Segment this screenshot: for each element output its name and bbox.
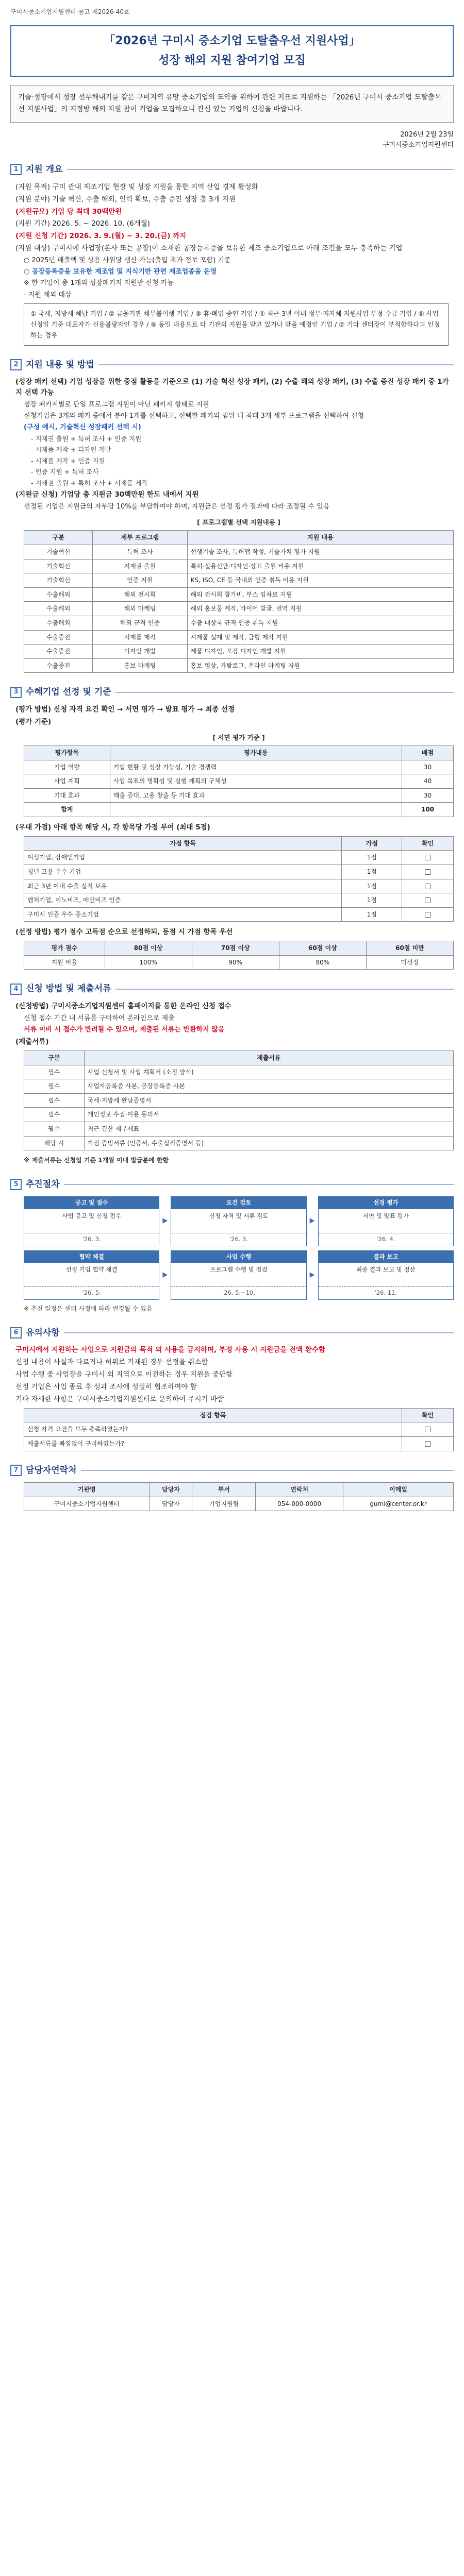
table-cell: 기술혁신 bbox=[24, 545, 93, 560]
sec6-line: 선정 기업은 사업 종료 후 성과 조사에 성실히 협조하여야 함 bbox=[15, 1383, 197, 1391]
table-row bbox=[24, 1093, 454, 1108]
table-cell: 1점 bbox=[342, 907, 402, 922]
notice-org: 구미시중소기업지원센터 bbox=[382, 141, 454, 149]
table-header: 제출서류 bbox=[84, 1050, 453, 1065]
table-cell: 합계 bbox=[24, 803, 110, 817]
table-cell: 30 bbox=[402, 760, 454, 774]
sec4-line: (제출서류) bbox=[15, 1038, 49, 1046]
sec2-example: - 지재권 출원 + 특허 조사 + 인증 지원 bbox=[31, 435, 142, 443]
table-cell: 디자인 개발 bbox=[93, 645, 187, 659]
table-row bbox=[24, 851, 454, 865]
table-cell: 해외 마케팅 bbox=[93, 602, 187, 616]
table-cell: 필수 bbox=[24, 1079, 85, 1094]
table-cell: 시제품 설계 및 제작, 금형 제작 지원 bbox=[187, 630, 453, 645]
table-row bbox=[24, 893, 454, 908]
step-date: '26. 4. bbox=[319, 1233, 453, 1246]
section-title: 지원 개요 bbox=[26, 164, 63, 175]
table-cell: 홍보 영상, 카탈로그, 온라인 마케팅 지원 bbox=[187, 658, 453, 673]
sec2-line: 성장 패키지별로 단일 프로그램 지원이 아닌 패키지 형태로 지원 bbox=[24, 400, 209, 409]
notice-date: 2026년 2월 23일 bbox=[400, 131, 454, 139]
table-header: 담당자 bbox=[150, 1482, 192, 1497]
step-body: 신청 자격 및 서류 검토 bbox=[209, 1212, 269, 1219]
section-title: 유의사항 bbox=[26, 1327, 60, 1338]
section-5-header bbox=[10, 1178, 454, 1191]
sec1-line: (지원 목적) 구미 관내 제조기업 현장 및 성장 지원을 통한 지역 산업 경제 활성화 bbox=[15, 182, 258, 191]
table-row bbox=[24, 1422, 454, 1437]
table-cell: 가점 증빙서류 (인증서, 수출실적증명서 등) bbox=[84, 1136, 453, 1150]
program-table-title: [ 프로그램별 선택 지원내용 ] bbox=[197, 518, 280, 527]
table-row bbox=[24, 1497, 454, 1511]
sec4-line: 서류 미비 시 접수가 반려될 수 있으며, 제출된 서류는 반환하지 않음 bbox=[24, 1025, 225, 1033]
sec3-line: (평가 방법) 신청 자격 요건 확인 → 서면 평가 → 발표 평가 → 최종 선정 bbox=[15, 705, 235, 714]
table-cell: 국세·지방세 완납증명서 bbox=[84, 1093, 453, 1108]
table-row bbox=[24, 803, 454, 817]
section-rule bbox=[64, 1184, 454, 1185]
step-date: '26. 11. bbox=[319, 1286, 453, 1299]
section-2-header bbox=[10, 358, 454, 371]
table-header: 80점 이상 bbox=[105, 941, 192, 956]
section-number: 5 bbox=[10, 1179, 22, 1190]
table-row bbox=[24, 774, 454, 789]
table-row bbox=[24, 1122, 454, 1136]
table-row bbox=[24, 788, 454, 803]
sec1-line: (지원 분야) 기술 혁신, 수출 해외, 인력 확보, 수출 증진 성장 총 3개 지원 bbox=[15, 195, 236, 204]
table-cell: 기업 역량 bbox=[24, 760, 110, 774]
table-header: 부서 bbox=[192, 1482, 256, 1497]
section-rule bbox=[67, 169, 454, 170]
sec2-line: (구성 예시, 기술혁신 성장패키 선택 시) bbox=[24, 423, 141, 431]
contact-email-link[interactable]: gumi@center.or.kr bbox=[343, 1497, 454, 1511]
table-cell: 30 bbox=[402, 788, 454, 803]
step-title: 선정 평가 bbox=[319, 1197, 453, 1209]
table-cell: 특허·실용신안·디자인·상표 출원 비용 지원 bbox=[187, 559, 453, 573]
step-date: '26. 3. bbox=[171, 1233, 306, 1246]
step-title: 결과 보고 bbox=[319, 1251, 453, 1263]
sec2-line: (지원금 신청) 기업당 총 지원금 30백만원 한도 내에서 지원 bbox=[15, 490, 199, 499]
score-table bbox=[24, 941, 454, 970]
table-row bbox=[24, 1065, 454, 1079]
table-header: 가점 항목 bbox=[24, 836, 342, 851]
table-row bbox=[24, 907, 454, 922]
exclusion-box: ① 국세, 지방세 체납 기업 / ② 금융기관 채무불이행 기업 / ③ 휴·폐업 중인 기업 / ④ 최근 3년 이내 정부·지자체 지원사업 부정 수급 기업 / ⑤ 사업 신청일 기준 대표자가 신용불량자인 경우 / ⑥ 동일 내용으로 타 기관의 지원을 받고 있거나 받을 예정인 기업 / ⑦ 기타 센터장이 부적합하다고 인정하는 경우 bbox=[24, 303, 449, 346]
step-date: '26. 5.~10. bbox=[171, 1286, 306, 1299]
table-cell: 제출서류를 빠짐없이 구비하였는가? bbox=[24, 1437, 402, 1451]
table-row bbox=[24, 545, 454, 560]
table-cell: 기술혁신 bbox=[24, 559, 93, 573]
table-cell: 80% bbox=[279, 955, 366, 970]
table-header: 70점 이상 bbox=[192, 941, 279, 956]
table-cell: 특허 조사 bbox=[93, 545, 187, 560]
table-row bbox=[24, 1079, 454, 1094]
section-1-header bbox=[10, 163, 454, 176]
sec2-example: - 시제품 제작 + 인증 지원 bbox=[31, 456, 105, 465]
arrow-right-icon: ▶ bbox=[309, 1270, 315, 1279]
checkbox[interactable] bbox=[425, 1427, 430, 1432]
table-row bbox=[24, 1437, 454, 1451]
table-cell: 벤처기업, 이노비즈, 메인비즈 인증 bbox=[24, 893, 342, 908]
table-cell: KS, ISO, CE 등 국내외 인증 취득 비용 지원 bbox=[187, 573, 453, 588]
sec3-line: (평가 기준) bbox=[15, 717, 52, 726]
table-cell: 제품 디자인, 포장 디자인 개발 지원 bbox=[187, 645, 453, 659]
table-cell: 선행기술 조사, 특허맵 작성, 기술가치 평가 지원 bbox=[187, 545, 453, 560]
table-cell: 수출증진 bbox=[24, 658, 93, 673]
table-row bbox=[24, 602, 454, 616]
sec4-line: (신청방법) 구미시중소기업지원센터 홈페이지를 통한 온라인 신청 접수 bbox=[15, 1002, 231, 1010]
arrow-right-icon: ▶ bbox=[309, 1217, 315, 1225]
table-cell: 미선정 bbox=[366, 955, 453, 970]
table-row bbox=[24, 865, 454, 879]
table-cell: 구미시중소기업지원센터 bbox=[24, 1497, 150, 1511]
table-cell: 사업 계획 bbox=[24, 774, 110, 789]
table-cell: 개인정보 수집·이용 동의서 bbox=[84, 1108, 453, 1122]
document-table bbox=[24, 1050, 454, 1150]
table-cell: 최근 결산 재무제표 bbox=[84, 1122, 453, 1136]
step-title: 사업 수행 bbox=[171, 1251, 306, 1263]
table-cell: 해외 전시회 참가비, 부스 임차료 지원 bbox=[187, 587, 453, 602]
table-cell: 사업 신청서 및 사업 계획서 (소정 양식) bbox=[84, 1065, 453, 1079]
section-title: 수혜기업 선정 및 기준 bbox=[26, 687, 111, 698]
page-subtitle: 성장 해외 지원 참여기업 모집 bbox=[158, 54, 306, 67]
table-header: 연락처 bbox=[256, 1482, 343, 1497]
table-cell: 사업자등록증 사본, 공장등록증 사본 bbox=[84, 1079, 453, 1094]
table-cell: 수출 대상국 규격 인증 취득 지원 bbox=[187, 616, 453, 630]
section-number: 7 bbox=[10, 1465, 22, 1476]
table-header: 평가항목 bbox=[24, 745, 110, 760]
sec1-line: (지원규모) 기업 당 최대 30백만원 bbox=[15, 207, 122, 216]
eval-table-title: [ 서면 평가 기준 ] bbox=[212, 733, 265, 741]
sec6-line: 사업 수행 중 사업장을 구미시 외 지역으로 이전하는 경우 지원을 중단함 bbox=[15, 1370, 233, 1379]
step-body: 서면 및 발표 평가 bbox=[362, 1212, 409, 1219]
section-number: 6 bbox=[10, 1327, 22, 1338]
table-row bbox=[24, 616, 454, 630]
sec2-example: - 시제품 제작 + 디자인 개발 bbox=[31, 446, 111, 454]
process-note: ※ 추진 일정은 센터 사정에 따라 변경될 수 있음 bbox=[24, 1305, 153, 1313]
table-cell: 담당자 bbox=[150, 1497, 192, 1511]
sec1-sub: ※ 한 기업이 총 1개의 성장패키지 지원만 신청 가능 bbox=[24, 279, 174, 287]
table-row bbox=[24, 587, 454, 602]
table-cell: 지재권 출원 bbox=[93, 559, 187, 573]
table-cell bbox=[110, 803, 402, 817]
process-step bbox=[24, 1196, 159, 1246]
table-cell: 청년 고용 우수 기업 bbox=[24, 865, 342, 879]
table-cell: 기업 현황 및 성장 가능성, 기술 경쟁력 bbox=[110, 760, 402, 774]
table-cell: 홍보 마케팅 bbox=[93, 658, 187, 673]
table-header: 점검 항목 bbox=[24, 1408, 402, 1422]
table-header: 평가내용 bbox=[110, 745, 402, 760]
table-cell: 필수 bbox=[24, 1093, 85, 1108]
sec1-sub: ○ 2025년 매출액 및 상용 사원당 생산 가능(출입 초과 정보 포함) 기준 bbox=[24, 257, 231, 265]
checkbox[interactable] bbox=[425, 912, 430, 918]
table-cell: 해외 홍보물 제작, 바이어 발굴, 번역 지원 bbox=[187, 602, 453, 616]
section-number: 1 bbox=[10, 164, 22, 175]
table-row bbox=[24, 658, 454, 673]
section-number: 2 bbox=[10, 359, 22, 370]
step-body: 사업 공고 및 신청 접수 bbox=[62, 1212, 121, 1219]
table-cell: 기업지원팀 bbox=[192, 1497, 256, 1511]
eval-table bbox=[24, 745, 454, 817]
section-6-header bbox=[10, 1326, 454, 1340]
section-title: 신청 방법 및 제출서류 bbox=[26, 984, 111, 994]
section-rule bbox=[115, 989, 454, 990]
process-step bbox=[171, 1250, 306, 1300]
section-rule bbox=[115, 692, 454, 693]
table-header: 확인 bbox=[402, 836, 454, 851]
checkbox[interactable] bbox=[425, 869, 430, 875]
table-header: 60점 이상 bbox=[279, 941, 366, 956]
table-cell: 지원 비율 bbox=[24, 955, 105, 970]
doc-note: ※ 제출서류는 신청일 기준 1개월 이내 발급분에 한함 bbox=[24, 1157, 169, 1164]
sec1-line: (지원 신청 기간) 2026. 3. 9.(월) ~ 3. 20.(금) 까지 bbox=[15, 232, 187, 241]
table-cell: 수출해외 bbox=[24, 602, 93, 616]
table-cell: 필수 bbox=[24, 1065, 85, 1079]
table-cell: 수출해외 bbox=[24, 616, 93, 630]
table-row bbox=[24, 1136, 454, 1150]
section-3-header bbox=[10, 685, 454, 699]
section-4-header bbox=[10, 982, 454, 995]
table-row bbox=[24, 645, 454, 659]
table-header: 가점 bbox=[342, 836, 402, 851]
table-cell: 수출해외 bbox=[24, 587, 93, 602]
table-cell: 사업 목표의 명확성 및 실행 계획의 구체성 bbox=[110, 774, 402, 789]
page-title: 「2026년 구미시 중소기업 도탈출우선 지원사업」 bbox=[104, 34, 360, 47]
sec4-line: 신청 접수 기간 내 서류를 구비하여 온라인으로 제출 bbox=[24, 1014, 175, 1022]
table-cell: 해당 시 bbox=[24, 1136, 85, 1150]
table-header: 구분 bbox=[24, 1050, 85, 1065]
table-cell: 구미시 인증 우수 중소기업 bbox=[24, 907, 342, 922]
table-cell: 1점 bbox=[342, 893, 402, 908]
table-cell: 100 bbox=[402, 803, 454, 817]
step-date: '26. 3. bbox=[24, 1233, 159, 1246]
process-step bbox=[318, 1250, 454, 1300]
table-row bbox=[24, 573, 454, 588]
checkbox[interactable] bbox=[425, 1441, 430, 1447]
section-rule bbox=[81, 1470, 454, 1471]
table-cell: 해외 전시회 bbox=[93, 587, 187, 602]
table-cell: 1점 bbox=[342, 879, 402, 893]
table-cell: 필수 bbox=[24, 1108, 85, 1122]
table-header: 확인 bbox=[402, 1408, 454, 1422]
table-cell: 시제품 제작 bbox=[93, 630, 187, 645]
sec6-line: 기타 자세한 사항은 구미시중소기업지원센터로 문의하여 주시기 바람 bbox=[15, 1395, 224, 1403]
table-row bbox=[24, 879, 454, 893]
table-cell: 해외 규격 인증 bbox=[93, 616, 187, 630]
sec1-sub: ○ 공장등록증을 보유한 제조업 및 지식기반 관련 제조업종을 운영 bbox=[24, 268, 217, 276]
sec1-line: (지원 기간) 2026. 5. ~ 2026. 10. (6개월) bbox=[15, 219, 150, 228]
checkbox[interactable] bbox=[425, 855, 430, 860]
bonus-table bbox=[24, 836, 454, 922]
table-header: 배점 bbox=[402, 745, 454, 760]
section-title: 추진절차 bbox=[26, 1179, 60, 1190]
table-row bbox=[24, 1108, 454, 1122]
arrow-right-icon: ▶ bbox=[162, 1270, 168, 1279]
table-cell: 매출 증대, 고용 창출 등 기대 효과 bbox=[110, 788, 402, 803]
section-rule bbox=[64, 1332, 454, 1333]
program-table bbox=[24, 530, 454, 673]
table-cell: 1점 bbox=[342, 851, 402, 865]
table-cell: 기술혁신 bbox=[24, 573, 93, 588]
table-header: 기관명 bbox=[24, 1482, 150, 1497]
sec6-line: 구미시에서 지원하는 사업으로 지원금의 목적 외 사용을 금지하며, 부정 사용 시 지원금을 전액 환수함 bbox=[15, 1346, 325, 1354]
table-header: 지원 내용 bbox=[187, 531, 453, 545]
table-header: 구분 bbox=[24, 531, 93, 545]
table-cell: 40 bbox=[402, 774, 454, 789]
table-cell: 수출증진 bbox=[24, 645, 93, 659]
sec2-line: (성장 패키 선택) 기업 성장을 위한 중점 활동을 기준으로 (1) 기술 혁신 성장 패키, (2) 수출 해외 성장 패키, (3) 수출 증진 성장 패키 중 1가지 선택 가능 bbox=[15, 377, 449, 397]
contact-table bbox=[24, 1482, 454, 1511]
section-number: 4 bbox=[10, 984, 22, 995]
table-cell: 필수 bbox=[24, 1122, 85, 1136]
sec1-sub: - 지원 제외 대상 bbox=[24, 291, 72, 299]
table-row bbox=[24, 955, 454, 970]
table-cell: 신청 자격 요건을 모두 충족하였는가? bbox=[24, 1422, 402, 1437]
step-title: 공고 및 접수 bbox=[24, 1197, 159, 1209]
section-7-header bbox=[10, 1464, 454, 1477]
checklist-table bbox=[24, 1408, 454, 1451]
table-cell: 1점 bbox=[342, 865, 402, 879]
table-header: 이메일 bbox=[343, 1482, 454, 1497]
sec2-example: - 지재권 출원 + 특허 조사 + 시제품 제작 bbox=[31, 479, 148, 487]
notice-number: 구미시중소기업지원센터 공고 제2026-40호 bbox=[10, 8, 130, 15]
table-cell: 최근 3년 이내 수출 실적 보유 bbox=[24, 879, 342, 893]
process-step bbox=[24, 1250, 159, 1300]
step-title: 협약 체결 bbox=[24, 1251, 159, 1263]
step-body: 선정 기업 협약 체결 bbox=[65, 1266, 118, 1274]
section-title: 지원 내용 및 방법 bbox=[26, 359, 94, 370]
intro-box: 기술·성장에서 성장 선부해내기를 같은 구미지역 유망 중소기업의 도약을 위하여 관련 지표로 지원하는 「2026년 구미시 중소기업 도탈출우선 지원사업」의 지정방 해외 지원 참여 기업을 모집하오니 관심 있는 기업의 신청을 바랍니다. bbox=[10, 85, 454, 123]
process-flow bbox=[24, 1250, 454, 1300]
table-cell: 90% bbox=[192, 955, 279, 970]
table-header: 60점 미만 bbox=[366, 941, 453, 956]
sec1-line: (지원 대상) 구미시에 사업장(본사 또는 공장)이 소재한 공장등록증을 보유한 제조 중소기업으로 아래 조건을 모두 충족하는 기업 bbox=[15, 244, 403, 253]
table-cell: 기대 효과 bbox=[24, 788, 110, 803]
table-header: 평가 점수 bbox=[24, 941, 105, 956]
checkbox[interactable] bbox=[425, 897, 430, 903]
title-box bbox=[10, 25, 454, 77]
table-cell: 100% bbox=[105, 955, 192, 970]
table-header: 세부 프로그램 bbox=[93, 531, 187, 545]
table-cell: 수출증진 bbox=[24, 630, 93, 645]
process-flow bbox=[24, 1196, 454, 1246]
step-body: 최종 결과 보고 및 정산 bbox=[356, 1266, 416, 1274]
table-cell: 054-000-0000 bbox=[256, 1497, 343, 1511]
section-number: 3 bbox=[10, 687, 22, 698]
checkbox[interactable] bbox=[425, 884, 430, 889]
step-body: 프로그램 수행 및 점검 bbox=[210, 1266, 268, 1274]
section-rule bbox=[98, 364, 454, 365]
table-cell: 인증 지원 bbox=[93, 573, 187, 588]
sec2-money-note: 선정된 기업은 지원금의 자부담 10%를 부담하여야 하며, 지원금은 선정 평가 결과에 따라 조정될 수 있음 bbox=[24, 502, 330, 511]
step-title: 요건 검토 bbox=[171, 1197, 306, 1209]
section-title: 담당자연락처 bbox=[26, 1465, 77, 1476]
sec3-line: (우대 가점) 아래 항목 해당 시, 각 항목당 가점 부여 (최대 5점) bbox=[15, 823, 210, 832]
sec3-line: (선정 방법) 평가 점수 고득점 순으로 선정하되, 동점 시 가점 항목 우선 bbox=[15, 928, 233, 937]
process-step bbox=[318, 1196, 454, 1246]
process-step bbox=[171, 1196, 306, 1246]
step-date: '26. 5. bbox=[24, 1286, 159, 1299]
sec6-line: 신청 내용이 사실과 다르거나 허위로 기재된 경우 선정을 취소함 bbox=[15, 1358, 208, 1367]
sec2-example: - 인증 지원 + 특허 조사 bbox=[31, 468, 99, 476]
table-row bbox=[24, 760, 454, 774]
table-row bbox=[24, 559, 454, 573]
sec2-line: 신청기업은 3개의 패키 중에서 분야 1개를 선택하고, 선택한 패키의 범위 내 최대 3개 세부 프로그램을 선택하여 신청 bbox=[24, 412, 364, 420]
arrow-right-icon: ▶ bbox=[162, 1217, 168, 1225]
table-row bbox=[24, 630, 454, 645]
table-cell: 여성기업, 장애인기업 bbox=[24, 851, 342, 865]
